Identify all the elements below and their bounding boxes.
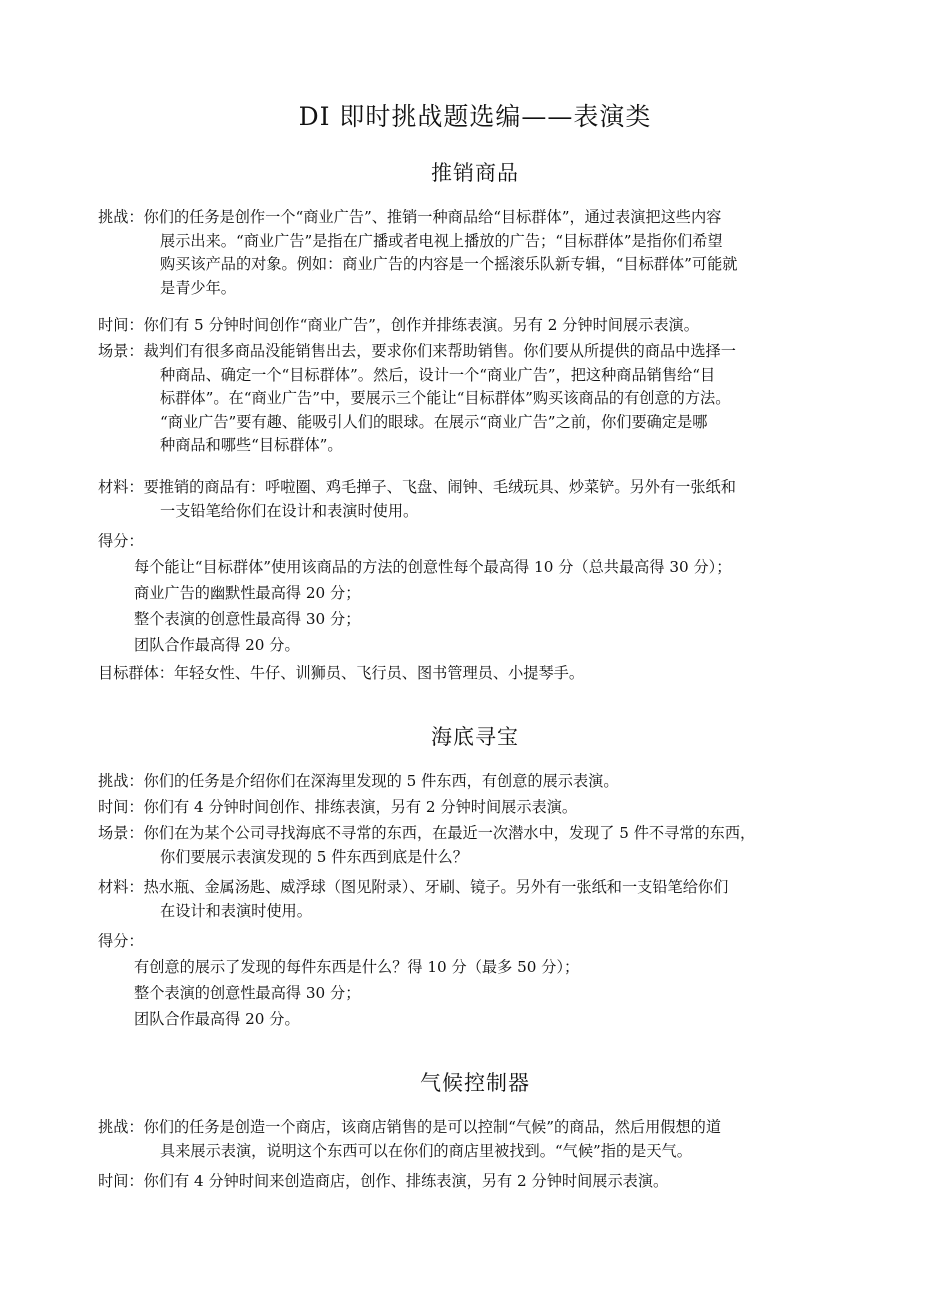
challenge-paragraph <box>98 206 868 300</box>
materials-line: 热水瓶、金属汤匙、威浮球（图见附录）、牙刷、镜子。另外有一张纸和一支铅笔给你们 <box>143 878 729 896</box>
scoring-item: 团队合作最高得 20 分。 <box>134 1010 300 1028</box>
scene-label: 场景： <box>98 824 144 842</box>
time-text: 你们有 5 分钟时间创作“商业广告”，创作并排练表演。另有 2 分钟时间展示表演。 <box>143 316 699 334</box>
time-line <box>98 314 868 338</box>
scene-line: 裁判们有很多商品没能销售出去，要求你们来帮助销售。你们要从所提供的商品中选择一 <box>143 342 736 360</box>
materials-label: 材料： <box>98 878 144 896</box>
scene-line: 种商品和哪些“目标群体”。 <box>160 436 343 455</box>
scene-line: 你们在为某个公司寻找海底不寻常的东西，在最近一次潜水中，发现了 5 件不寻常的东西， <box>143 824 756 842</box>
challenge-line: 是青少年。 <box>160 278 236 297</box>
scene-line: “商业广告”要有趣、能吸引人们的眼球。在展示“商业广告”之前，你们要确定是哪 <box>160 412 708 431</box>
scene-label: 场景： <box>98 342 144 360</box>
time-line <box>98 1170 868 1194</box>
materials-label: 材料： <box>98 478 144 496</box>
materials-line: 一支铅笔给你们在设计和表演时使用。 <box>160 501 419 520</box>
materials-paragraph <box>98 876 868 923</box>
scoring-item: 每个能让“目标群体”使用该商品的方法的创意性每个最高得 10 分（总共最高得 30 分）； <box>134 558 732 576</box>
materials-paragraph <box>98 476 868 523</box>
time-text: 你们有 4 分钟时间创作、排练表演，另有 2 分钟时间展示表演。 <box>143 798 578 816</box>
scene-paragraph <box>98 340 868 458</box>
challenge-line: 你们的任务是创作一个“商业广告”、推销一种商品给“目标群体”，通过表演把这些内容 <box>143 208 722 226</box>
challenge-line: 购买该产品的对象。例如：商业广告的内容是一个摇滚乐队新专辑，“目标群体”可能就 <box>160 255 738 274</box>
challenge-paragraph <box>98 1116 868 1163</box>
scoring-item: 整个表演的创意性最高得 30 分； <box>134 984 361 1002</box>
challenge-line: 你们的任务是创造一个商店，该商店销售的是可以控制“气候”的商品，然后用假想的道 <box>143 1118 722 1136</box>
time-text: 你们有 4 分钟时间来创造商店，创作、排练表演，另有 2 分钟时间展示表演。 <box>143 1172 669 1190</box>
document-title: DI 即时挑战题选编——表演类 <box>298 102 652 131</box>
target-group-line <box>98 662 868 686</box>
time-label: 时间： <box>98 316 144 334</box>
target-group-label: 目标群体： <box>98 664 174 682</box>
section-title: 海底寻宝 <box>431 725 519 749</box>
challenge-line <box>98 770 868 794</box>
time-line <box>98 796 868 820</box>
challenge-line: 具来展示表演，说明这个东西可以在你们的商店里被找到。“气候”指的是天气。 <box>160 1141 692 1160</box>
challenge-label: 挑战： <box>98 208 144 226</box>
scoring-label: 得分： <box>98 932 144 950</box>
section-title: 气候控制器 <box>420 1071 530 1095</box>
time-label: 时间： <box>98 1172 144 1190</box>
scoring-item: 商业广告的幽默性最高得 20 分； <box>134 584 361 602</box>
materials-line: 在设计和表演时使用。 <box>160 901 312 920</box>
challenge-text: 你们的任务是介绍你们在深海里发现的 5 件东西，有创意的展示表演。 <box>143 772 619 790</box>
challenge-label: 挑战： <box>98 1118 144 1136</box>
materials-line: 要推销的商品有：呼啦圈、鸡毛掸子、飞盘、闹钟、毛绒玩具、炒菜铲。另外有一张纸和 <box>143 478 736 496</box>
scene-line: 种商品、确定一个“目标群体”。然后，设计一个“商业广告”，把这种商品销售给“目 <box>160 365 716 384</box>
scoring-item: 整个表演的创意性最高得 30 分； <box>134 610 361 628</box>
scene-line: 标群体”。在“商业广告”中，要展示三个能让“目标群体”购买该商品的有创意的方法。 <box>160 389 731 408</box>
challenge-line: 展示出来。“商业广告”是指在广播或者电视上播放的广告；“目标群体”是指你们希望 <box>160 231 723 250</box>
scene-line: 你们要展示表演发现的 5 件东西到底是什么？ <box>160 847 468 866</box>
scoring-item: 有创意的展示了发现的每件东西是什么？得 10 分（最多 50 分）； <box>134 958 580 976</box>
target-group-text: 年轻女性、牛仔、训狮员、飞行员、图书管理员、小提琴手。 <box>173 664 584 682</box>
scoring-label: 得分： <box>98 532 144 550</box>
section-title: 推销商品 <box>431 161 519 185</box>
scoring-item: 团队合作最高得 20 分。 <box>134 636 300 654</box>
scene-paragraph <box>98 822 868 869</box>
challenge-label: 挑战： <box>98 772 144 790</box>
time-label: 时间： <box>98 798 144 816</box>
